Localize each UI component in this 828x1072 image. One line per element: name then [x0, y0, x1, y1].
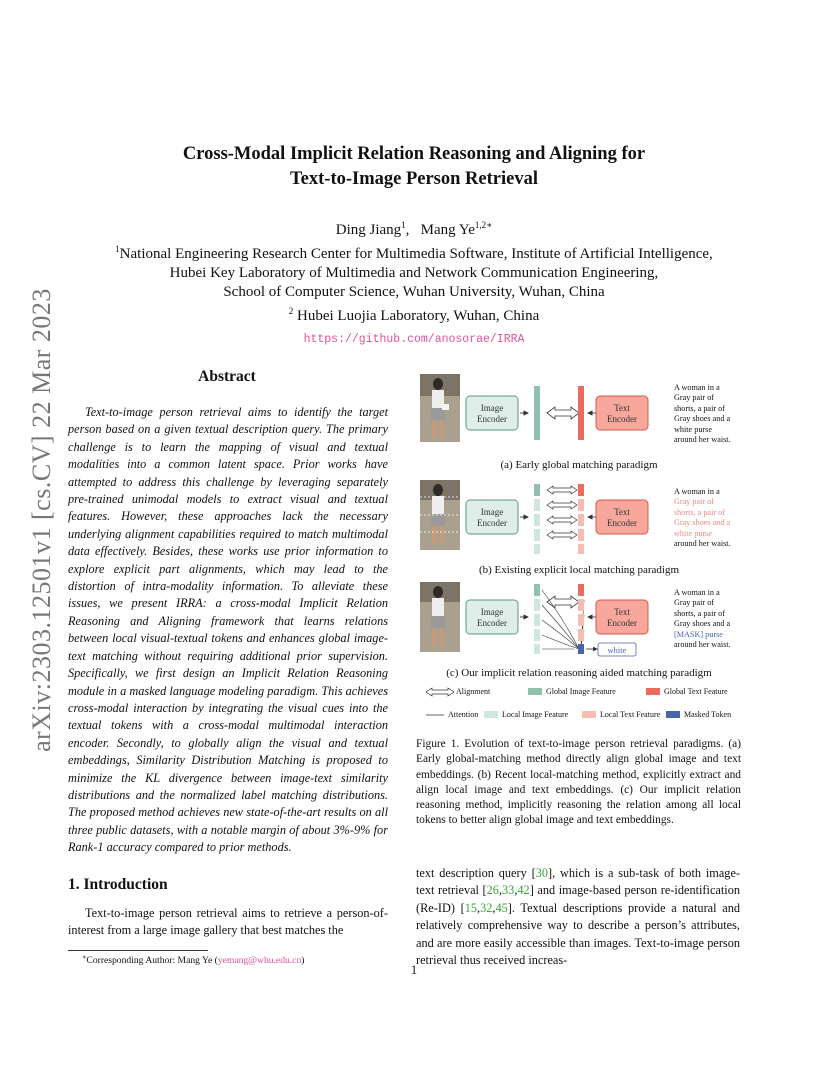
intro-continued: text description query [30], which is a sub-task of both image-text retrieval [26,33,42] and image-based person re-identification (Re-ID) [15,32,45]. Textual descriptions provide a natural and relatively comprehensive way to describe a person’s attributes, and are more easily accessible than images. Text-to-image person retrieval thus received increas- — [416, 866, 741, 968]
phrase-b-line: Gray pair of — [674, 497, 715, 507]
text-encoder-b — [596, 500, 648, 534]
legend-attention: Attention — [448, 710, 479, 719]
image-encoder-b — [466, 500, 518, 534]
phrase-a-line: A woman in a — [674, 383, 720, 392]
local-image-features-c — [534, 584, 540, 654]
legend-local-text-swatch — [582, 711, 596, 718]
text-encoder-b-label-2: Encoder — [607, 518, 637, 528]
phrase-c-line: Gray pair of — [674, 598, 715, 608]
person-photo-c — [420, 582, 460, 652]
phrase-a-line: around her waist. — [674, 435, 731, 445]
footnote-close: ) — [301, 955, 305, 967]
phrase-a-line: white purse — [674, 424, 712, 434]
phrase-a-line: shorts, a pair of — [674, 403, 725, 413]
image-encoder-a-label-1: Image — [480, 403, 504, 413]
text-encoder-b-label-1: Text — [614, 507, 630, 517]
citation-link[interactable]: 42 — [517, 883, 530, 898]
paper-title — [0, 142, 828, 192]
text-encoder-c-label-1: Text — [614, 607, 630, 617]
col2-text: ], which is a sub-task of both image-text retrieval [ — [416, 866, 740, 898]
phrase-c-line: A woman in a — [674, 588, 720, 597]
phrase-a-line: Gray shoes and a — [674, 414, 731, 424]
affiliation-4 — [0, 302, 828, 326]
text-encoder-a-label-2: Encoder — [607, 414, 637, 424]
phrase-b-line: A woman in a — [674, 487, 720, 496]
image-encoder-c — [466, 600, 518, 634]
phrase-b-line: white purse — [674, 528, 712, 538]
abstract-text: Text-to-image person retrieval aims to identify the target person based on a given textual description query. The primary challenge is to learn the mapping of visual and textual modalities into a common latent space. Prior works have attempted to address this challenge by leveraging separately pre-trained unimodal models to extract visual and textual features. However, these approaches lack the necessary underlying alignment capabilities required to match multimodal data effectively. Besides, these works use prior information to explore explicit part alignments, which may lead to the distortion of intra-modality information. To alleviate these issues, we present IRRA: a cross-modal Implicit Relation Reasoning and Aligning framework that learns relations between local visual-textual tokens and enhances global image-text matching without requiring additional prior supervision. Specifically, we first design an Implicit Relation Reasoning module in a masked language modeling paradigm. This achieves cross-modal interaction by integrating the visual cues into the textual tokens with a cross-modal multimodal interaction encoder. Secondly, to globally align the visual and textual embeddings, Similarity Distribution Matching is proposed to minimize the KL divergence between image-text similarity distributions and the normalized label matching distributions. The proposed method achieves new state-of-the-art results on all three public datasets, with a notable margin of about 3%-9% for Rank-1 accuracy compared to prior methods. — [68, 405, 388, 855]
panel-b — [420, 480, 648, 554]
intro-text: Text-to-image person retrieval aims to retrieve a person-of-interest from a large image gallery that best matches the — [68, 906, 388, 938]
phrase-a-line: Gray pair of — [674, 393, 715, 403]
affil-4-text: Hubei Luojia Laboratory, Wuhan, China — [293, 308, 540, 324]
text-encoder-c-label-2: Encoder — [607, 618, 637, 628]
image-encoder-b-label-1: Image — [480, 507, 504, 517]
phrase-c-line: shorts, a pair of — [674, 608, 725, 618]
phrase-c-line: [MASK] purse — [674, 629, 723, 639]
col2-text: ]. Textual descriptions provide a natural and relatively comprehensive way to describe a person’s attributes, and are more easily accessible than images. Text-to-image person retrieval thus received increas- — [416, 900, 741, 968]
subcaption-c: (c) Our implicit relation reasoning aided matching paradigm — [446, 667, 712, 679]
authors-block — [0, 216, 828, 349]
phrase-b-line: around her waist. — [674, 539, 731, 549]
alignment-arrow-c — [547, 596, 579, 608]
caption-text: Evolution of text-to-image person retrieval paradigms. (a) Early global-matching method directly align global image and text embeddings. (b) Recent local-matching method, explicitly extract and align local image and text embeddings. (c) Our implicit relation reasoning method, implicitly reasoning the relation among all local tokens to better align global image and text embeddings. — [416, 738, 741, 827]
phrase-c — [674, 588, 744, 650]
global-image-feature-a — [534, 386, 540, 440]
intro-body — [68, 905, 388, 940]
phrase-a — [674, 383, 744, 445]
legend-local-image-swatch — [484, 711, 498, 718]
affiliation-3: School of Computer Science, Wuhan University, Wuhan, China — [223, 284, 605, 300]
author-2-sup: 1,2∗ — [474, 220, 493, 230]
legend-global-text-swatch — [646, 688, 660, 695]
author-1-sup: 1 — [401, 220, 406, 230]
author-2: Mang Ye — [420, 222, 475, 238]
footnote-email-link[interactable]: yemang@whu.edu.cn — [217, 955, 302, 967]
legend-global-image: Global Image Feature — [546, 687, 616, 696]
citation-link[interactable]: 26 — [486, 883, 499, 898]
code-url[interactable]: https://github.com/anosorae/IRRA — [303, 333, 525, 346]
footnote-text: Corresponding Author: Mang Ye ( — [86, 955, 218, 967]
citation-link[interactable]: 33 — [502, 883, 515, 898]
legend-alignment: Alignment — [456, 687, 491, 696]
phrase-b-line: shorts, a pair of — [674, 507, 725, 517]
page-number: 1 — [410, 963, 418, 977]
author-line: Ding Jiang$^1$, Mang $Ye^{1,2∗}$ — [335, 220, 493, 238]
white-token-label: white — [607, 645, 627, 655]
legend-masked-token: Masked Token — [684, 710, 732, 719]
legend-masked-token-swatch — [666, 711, 680, 718]
title-line-2: Text-to-Image Person Retrieval — [290, 169, 538, 189]
col2-text: text description query [ — [416, 866, 536, 880]
image-encoder-a — [466, 396, 518, 430]
affil-1-text: National Engineering Research Center for Multimedia Software, Institute of Artificial Intelligence, — [119, 246, 713, 262]
text-encoder-a-label-1: Text — [614, 403, 630, 413]
phrase-b — [674, 487, 744, 549]
legend-alignment-icon — [426, 688, 454, 696]
col2-text: ] and image-based person re-identification (Re-ID) [ — [416, 883, 740, 915]
legend-local-image: Local Image Feature — [502, 710, 569, 719]
legend-global-text: Global Text Feature — [664, 687, 728, 696]
figure-caption — [416, 737, 741, 829]
phrase-b-line: Gray shoes and a — [674, 518, 731, 528]
text-encoder-c — [596, 600, 648, 634]
abstract-heading: Abstract — [198, 368, 256, 385]
author-1: Ding Jiang — [335, 222, 402, 238]
image-encoder-b-label-2: Encoder — [477, 518, 507, 528]
alignment-arrow-a — [547, 407, 579, 419]
affiliation-2: Hubei Key Laboratory of Multimedia and Network Communication Engineering, — [169, 265, 659, 281]
title-line-1: Cross-Modal Implicit Relation Reasoning and Aligning for — [182, 144, 646, 164]
footnote-mark: ∗ — [82, 954, 87, 961]
legend-local-text: Local Text Feature — [600, 710, 661, 719]
code-link[interactable] — [0, 329, 828, 349]
affiliation-1 — [0, 240, 828, 264]
citation-link[interactable]: 15 — [464, 900, 478, 915]
alignment-arrows-b — [547, 486, 577, 539]
caption-label: Figure 1. — [416, 738, 460, 750]
text-encoder-a — [596, 396, 648, 430]
arxiv-identifier: arXiv:2303.12501v1 [cs.CV] 22 Mar 2023 — [27, 288, 56, 752]
abstract-body — [68, 404, 388, 857]
legend-global-image-swatch — [528, 688, 542, 695]
intro-heading: 1. Introduction — [68, 876, 168, 893]
subcaption-a: (a) Early global matching paradigm — [500, 459, 658, 471]
affil-1-sup: 1 — [115, 244, 120, 254]
local-text-features-b — [578, 484, 584, 554]
image-encoder-c-label-1: Image — [480, 607, 504, 617]
subcaption-b: (b) Existing explicit local matching paradigm — [478, 564, 680, 576]
image-encoder-c-label-2: Encoder — [477, 618, 507, 628]
person-photo-b — [420, 480, 460, 550]
affil-4-sup: 2 — [288, 306, 294, 316]
panel-a — [420, 374, 648, 442]
citation-link[interactable]: 30 — [535, 866, 548, 880]
global-text-feature-a — [578, 386, 584, 440]
citation-link[interactable]: 32 — [480, 900, 493, 915]
local-image-features-b — [534, 484, 540, 554]
phrase-c-line: around her waist. — [674, 640, 731, 650]
image-encoder-a-label-2: Encoder — [477, 414, 507, 424]
phrase-c-line: Gray shoes and a — [674, 619, 731, 629]
footnote-rule — [68, 950, 208, 951]
person-photo-a — [420, 374, 460, 442]
citation-link[interactable]: 45 — [495, 900, 508, 915]
